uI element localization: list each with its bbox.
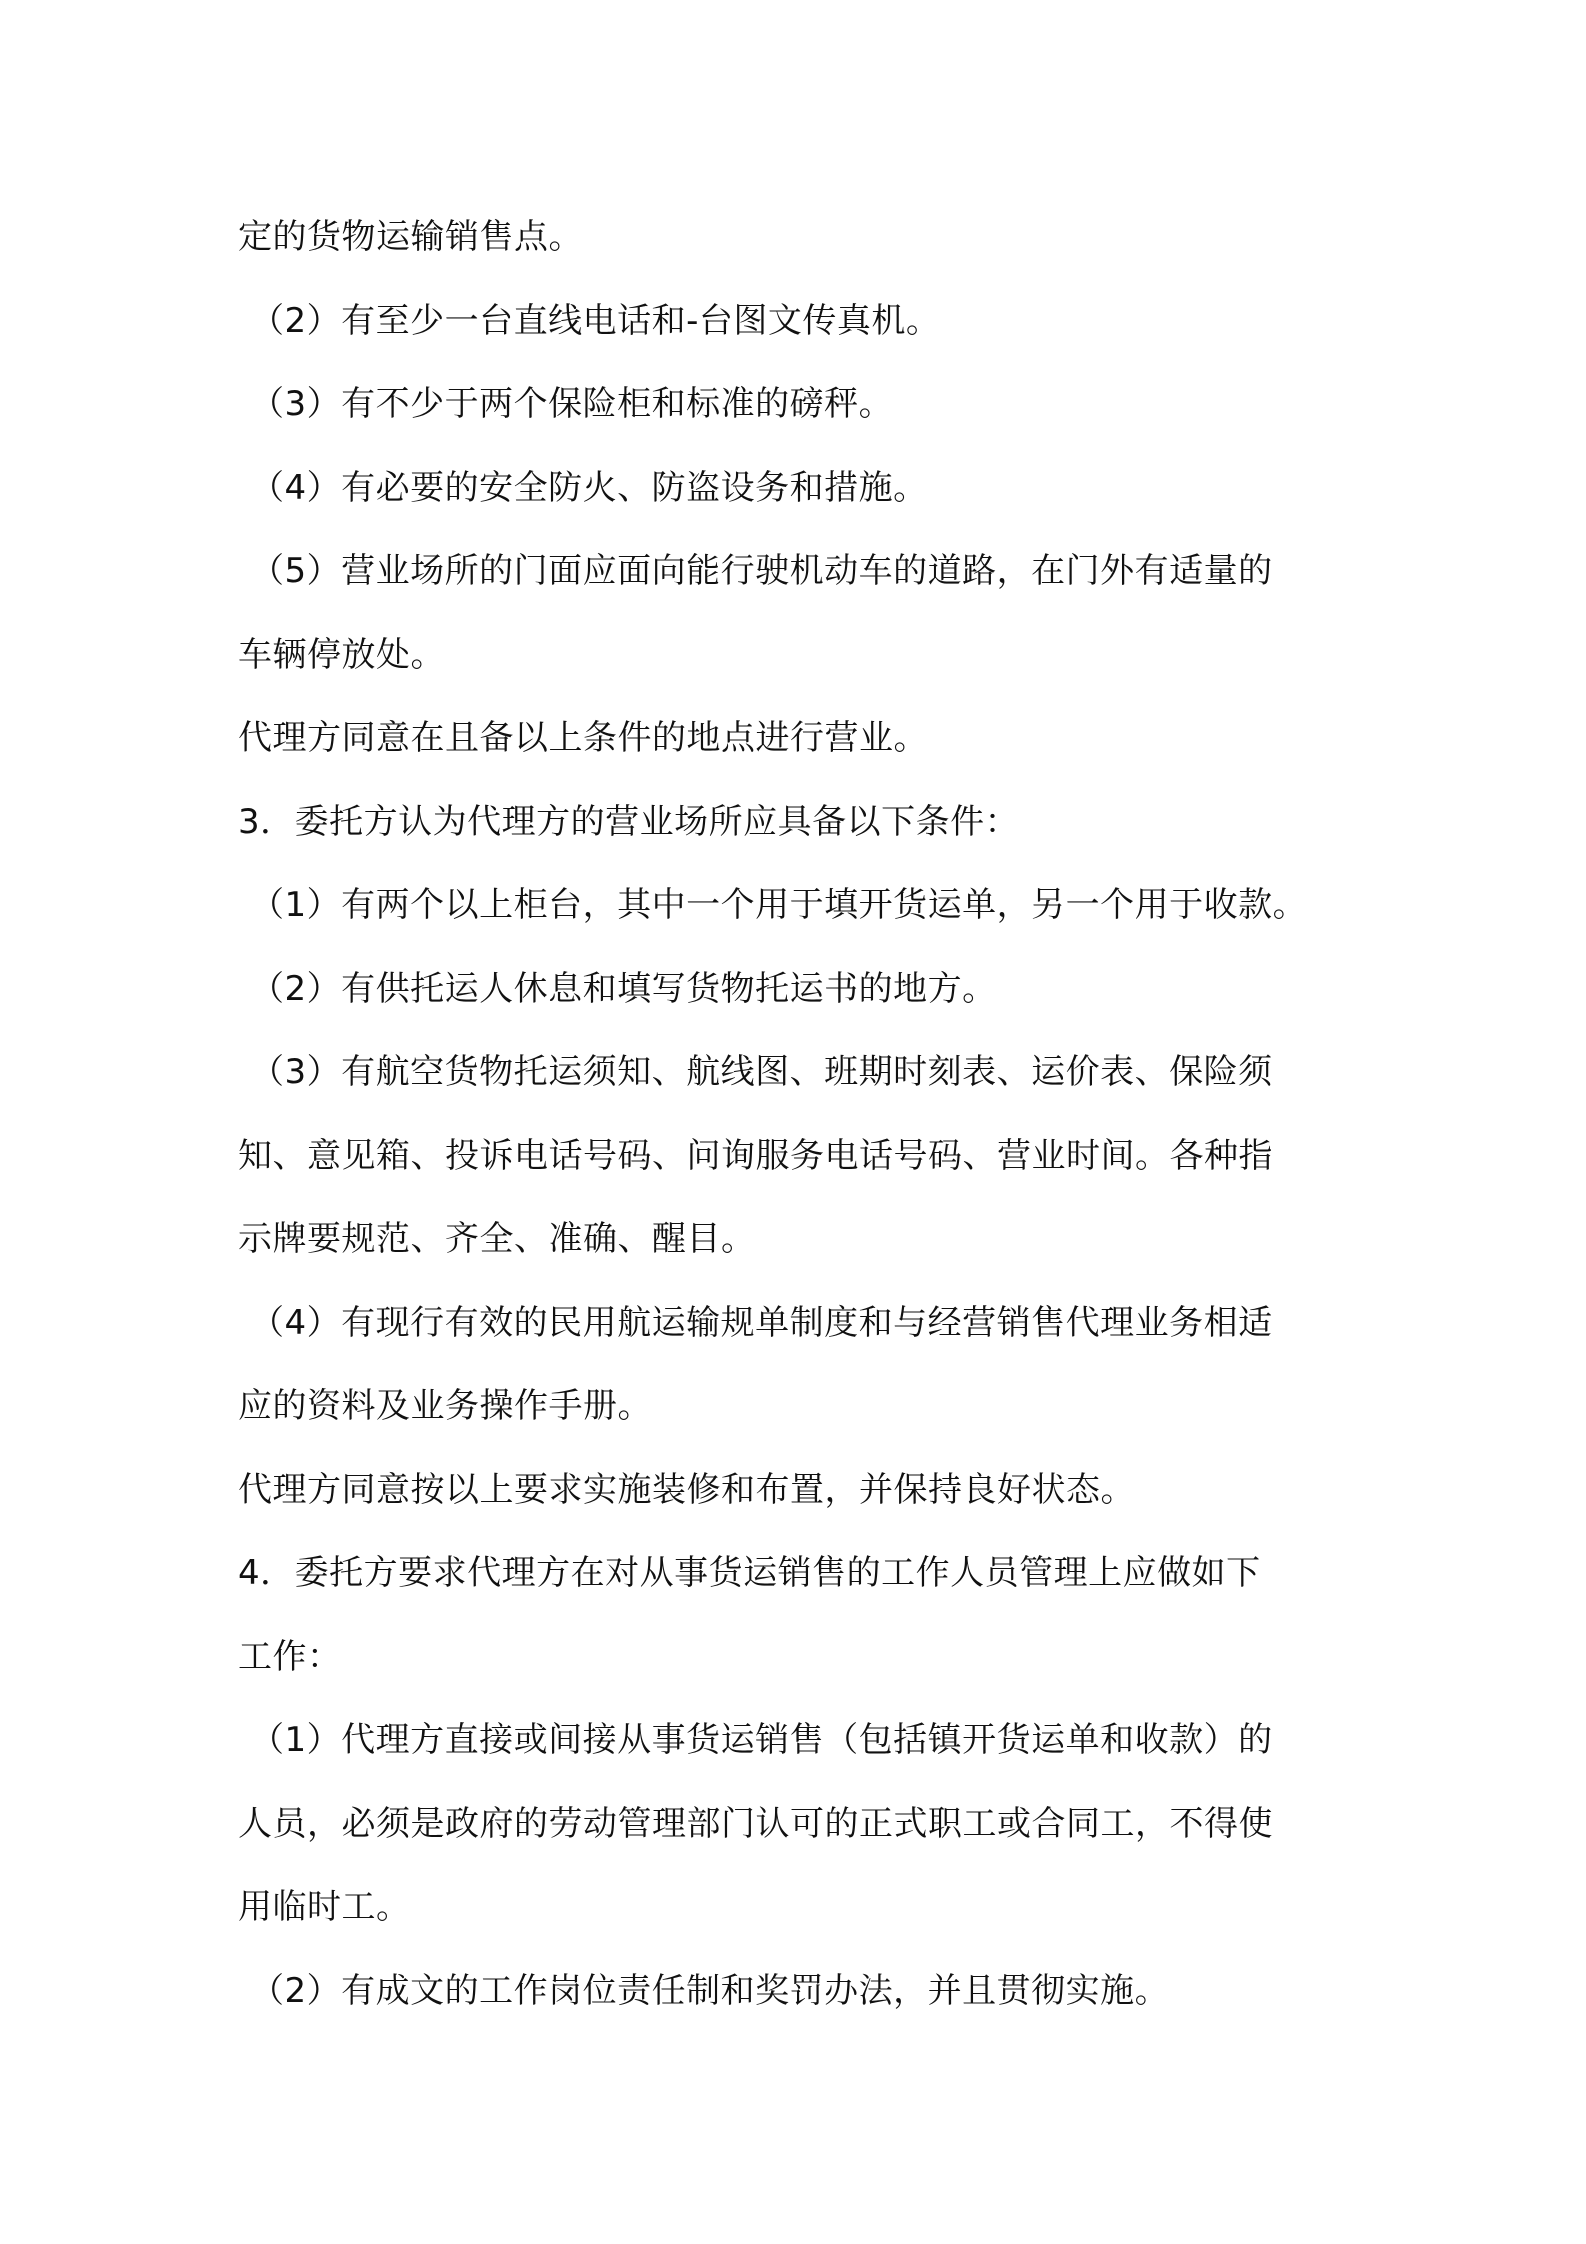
text-line: （4）有现行有效的民用航运输规单制度和与经营销售代理业务相适 [250,1302,1273,1343]
text-line: 工作： [238,1636,342,1677]
text-line: 用临时工。 [238,1887,411,1927]
text-line: 应的资料及业务操作手册。 [238,1386,652,1426]
text-line: （2）有至少一台直线电话和-台图文传真机。 [250,300,941,341]
text-line: 3．委托方认为代理方的营业场所应具备以下条件： [238,801,1020,842]
text-line: 知、意见箱、投诉电话号码、问询服务电话号码、营业时间。各种指 [238,1135,1273,1176]
text-line: 代理方同意在且备以上条件的地点进行营业。 [238,718,928,758]
text-line: （2）有供托运人休息和填写货物托运书的地方。 [250,968,997,1009]
text-line: 人员，必须是政府的劳动管理部门认可的正式职工或合同工，不得使 [238,1803,1273,1844]
text-line: （4）有必要的安全防火、防盗设务和措施。 [250,467,928,508]
text-line: （1）代理方直接或间接从事货运销售（包括镇开货运单和收款）的 [250,1720,1273,1760]
document-body [238,196,1383,2033]
text-line: 代理方同意按以上要求实施装修和布置，并保持良好状态。 [238,1469,1135,1510]
text-line: （3）有航空货物托运须知、航线图、班期时刻表、运价表、保险须 [250,1052,1273,1092]
text-line: 4．委托方要求代理方在对从事货运销售的工作人员管理上应做如下 [238,1553,1261,1593]
text-line: 车辆停放处。 [238,634,445,675]
text-line: （1）有两个以上柜台，其中一个用于填开货运单，另一个用于收款。 [250,885,1308,925]
text-line: 定的货物运输销售点。 [238,217,583,257]
text-line: 示牌要规范、齐全、准确、醒目。 [238,1219,756,1259]
text-line: （3）有不少于两个保险柜和标准的磅秤。 [250,384,894,424]
text-line: （2）有成文的工作岗位责任制和奖罚办法，并且贯彻实施。 [250,1970,1170,2011]
text-line: （5）营业场所的门面应面向能行驶机动车的道路，在门外有适量的 [250,551,1273,591]
